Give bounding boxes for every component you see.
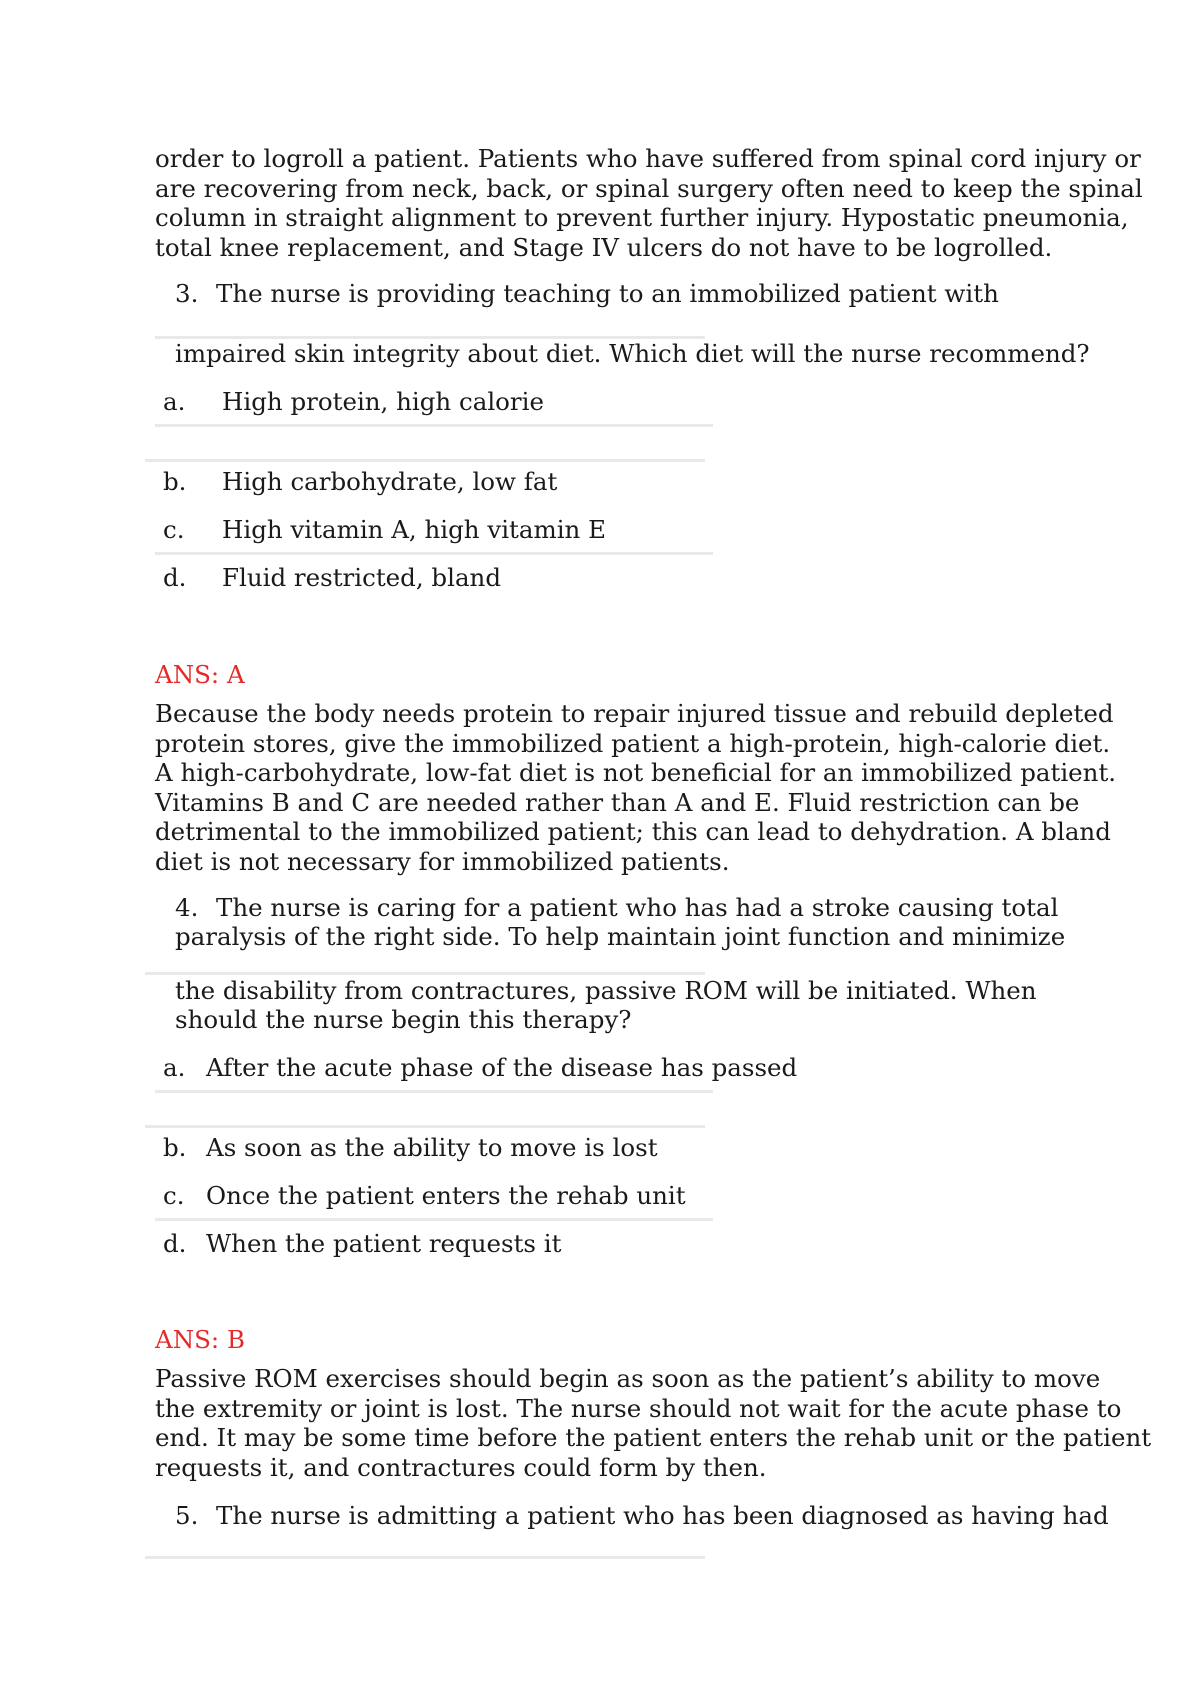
rationale-line: detrimental to the immobilized patient; this can lead to dehydration. A bland bbox=[155, 817, 1111, 846]
q4-option-b-text: As soon as the ability to move is lost bbox=[206, 1133, 658, 1162]
q4-option-d-text: When the patient requests it bbox=[206, 1229, 562, 1258]
q5-number: 5. bbox=[175, 1501, 199, 1530]
q3-number: 3. bbox=[175, 279, 199, 308]
q3-option-c-letter: c. bbox=[163, 515, 185, 544]
rationale-line: end. It may be some time before the patient enters the rehab unit or the patient bbox=[155, 1423, 1152, 1452]
q3-answer: ANS: A bbox=[155, 660, 245, 689]
rationale-line: Because the body needs protein to repair injured tissue and rebuild depleted bbox=[155, 699, 1114, 728]
q3-option-a-letter: a. bbox=[163, 387, 186, 416]
rationale-line: the extremity or joint is lost. The nurse should not wait for the acute phase to bbox=[155, 1393, 1122, 1423]
q5-stem-line1: The nurse is admitting a patient who has been diagnosed as having had bbox=[216, 1501, 1109, 1530]
divider bbox=[155, 552, 713, 555]
q3-option-d-text: Fluid restricted, bland bbox=[222, 563, 502, 592]
q3-stem-line1: The nurse is providing teaching to an immobilized patient with bbox=[216, 279, 999, 308]
q3-option-d-letter: d. bbox=[163, 563, 187, 592]
rationale-line: Passive ROM exercises should begin as soon as the patient’s ability to move bbox=[155, 1364, 1101, 1393]
rationale-line: diet is not necessary for immobilized patients. bbox=[155, 846, 730, 876]
q4-option-a-letter: a. bbox=[163, 1053, 186, 1082]
q3-option-b-letter: b. bbox=[163, 467, 187, 496]
q3-option-c-text: High vitamin A, high vitamin E bbox=[222, 515, 606, 544]
q4-stem-line1: The nurse is caring for a patient who has had a stroke causing total bbox=[216, 893, 1059, 922]
divider bbox=[155, 424, 713, 427]
q3-stem-line2: impaired skin integrity about diet. Which diet will the nurse recommend? bbox=[175, 339, 1090, 368]
intro-paragraph bbox=[155, 144, 1143, 262]
q4-answer: ANS: B bbox=[155, 1325, 245, 1354]
q4-option-c-letter: c. bbox=[163, 1181, 185, 1210]
q3-option-b-text: High carbohydrate, low fat bbox=[222, 467, 558, 496]
q3-rationale bbox=[155, 699, 1117, 876]
intro-line: are recovering from neck, back, or spinal surgery often need to keep the spinal bbox=[155, 173, 1143, 203]
divider bbox=[155, 1218, 713, 1221]
rationale-line: requests it, and contractures could form by then. bbox=[155, 1452, 767, 1482]
intro-line: column in straight alignment to prevent further injury. Hypostatic pneumonia, bbox=[155, 203, 1129, 232]
q4-rationale bbox=[155, 1364, 1152, 1482]
q4-option-d-letter: d. bbox=[163, 1229, 187, 1258]
q4-number: 4. bbox=[175, 893, 199, 922]
q4-option-c-text: Once the patient enters the rehab unit bbox=[206, 1181, 686, 1210]
q4-option-b-letter: b. bbox=[163, 1133, 187, 1162]
divider bbox=[145, 972, 705, 975]
intro-line: order to logroll a patient. Patients who have suffered from spinal cord injury or bbox=[155, 144, 1141, 173]
q4-stem-line4: should the nurse begin this therapy? bbox=[175, 1005, 632, 1034]
q4-stem-line3: the disability from contractures, passive ROM will be initiated. When bbox=[175, 976, 1037, 1005]
divider bbox=[145, 1556, 705, 1559]
divider bbox=[145, 1125, 705, 1128]
rationale-line: protein stores, give the immobilized patient a high-protein, high-calorie diet. bbox=[155, 728, 1111, 758]
intro-line: total knee replacement, and Stage IV ulcers do not have to be logrolled. bbox=[155, 232, 1053, 262]
divider bbox=[155, 1090, 713, 1093]
rationale-line: A high-carbohydrate, low-fat diet is not beneficial for an immobilized patient. bbox=[155, 758, 1117, 787]
divider bbox=[145, 459, 705, 462]
q4-option-a-text: After the acute phase of the disease has passed bbox=[206, 1053, 798, 1082]
rationale-line: Vitamins B and C are needed rather than A and E. Fluid restriction can be bbox=[155, 787, 1080, 817]
q3-option-a-text: High protein, high calorie bbox=[222, 387, 544, 416]
q4-stem-line2: paralysis of the right side. To help maintain joint function and minimize bbox=[175, 922, 1066, 951]
